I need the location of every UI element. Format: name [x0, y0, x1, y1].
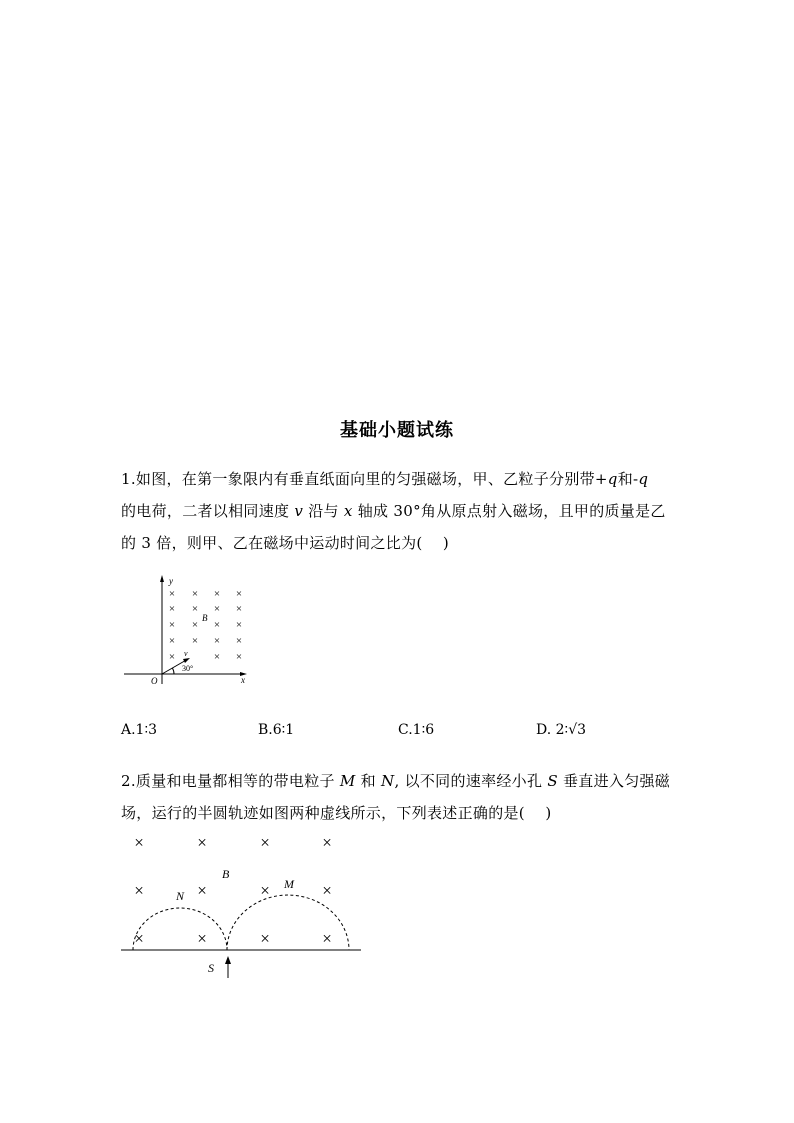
q2-hole-s: S — [547, 772, 558, 790]
q2-figure — [118, 828, 368, 983]
q1-option-a[interactable]: A.1∶3 — [121, 722, 158, 738]
q2-line-1 — [121, 770, 670, 791]
q2-field-cross: × — [322, 833, 332, 852]
q1-field-cross: × — [168, 603, 176, 615]
q1-field-cross: × — [168, 651, 176, 663]
q1-field-cross: × — [213, 588, 221, 600]
q2-line-1-text-d: 垂直进入匀强磁 — [557, 772, 671, 790]
q2-field-cross: × — [322, 881, 332, 900]
q2-field-cross: × — [260, 881, 270, 900]
q2-field-cross: × — [134, 881, 144, 900]
q1-field-cross: × — [168, 619, 176, 631]
q2-line-1-text-c: , 以不同的速率经小孔 — [394, 772, 548, 790]
q1-field-cross: × — [168, 635, 176, 647]
q1-field-cross: × — [213, 603, 221, 615]
q1-line-2 — [121, 500, 666, 521]
q2-particle-n: N — [381, 772, 395, 790]
q2-field-label: B — [222, 867, 230, 881]
q1-field-cross: × — [191, 619, 199, 631]
q1-velocity-symbol: v — [294, 502, 304, 520]
q2-n-label: N — [176, 889, 185, 903]
q2-line-1-text-b: 和 — [355, 772, 381, 790]
q1-angle-label: 30° — [182, 664, 194, 673]
q1-field-cross: × — [235, 619, 243, 631]
q2-m-label: M — [284, 877, 294, 891]
q1-field-cross: × — [191, 635, 199, 647]
q1-option-d-root: √3 — [568, 722, 587, 738]
q1-x-symbol: x — [343, 502, 353, 520]
q2-particle-m: M — [339, 772, 356, 790]
q1-line-2-text-c: 轴成 30°角从原点射入磁场，且甲的质量是乙 — [352, 502, 666, 520]
q1-option-b[interactable]: B.6∶1 — [258, 722, 295, 738]
q2-field-cross: × — [260, 833, 270, 852]
q1-line-3: 的 3 倍，则甲、乙在磁场中运动时间之比为( ) — [121, 534, 450, 552]
q2-trajectory-n — [133, 908, 227, 950]
page-title: 基础小题试练 — [340, 420, 454, 441]
q2-field-cross: × — [197, 929, 207, 948]
q1-line-2-text-a: 的电荷，二者以相同速度 — [121, 502, 295, 520]
q1-field-cross: × — [168, 588, 176, 600]
q1-field-cross: × — [191, 588, 199, 600]
q1-velocity-label: v — [184, 649, 188, 658]
q1-figure — [118, 572, 253, 690]
q1-field-cross: × — [213, 635, 221, 647]
q1-y-label: y — [169, 576, 173, 586]
q1-angle-arc — [172, 668, 174, 674]
q2-line-2: 场，运行的半圆轨迹如图两种虚线所示，下列表述正确的是( ) — [121, 804, 552, 822]
q2-field-cross: × — [134, 833, 144, 852]
q1-origin-label: O — [151, 676, 158, 686]
q1-field-cross: × — [213, 651, 221, 663]
q1-field-label: B — [202, 613, 208, 623]
q2-field-cross: × — [197, 833, 207, 852]
q1-option-d-prefix: D. 2∶ — [536, 722, 569, 738]
q2-field-cross: × — [260, 929, 270, 948]
q1-line-1-text-a: 1.如图，在第一象限内有垂直纸面向里的匀强磁场，甲、乙粒子分别带+ — [121, 470, 608, 488]
q2-field-cross: × — [322, 929, 332, 948]
q1-field-cross: × — [191, 603, 199, 615]
q1-line-1 — [121, 468, 648, 489]
q1-x-label: x — [241, 675, 245, 685]
q1-field-cross: × — [235, 603, 243, 615]
q2-s-label: S — [208, 961, 214, 975]
q1-line-2-text-b: 沿与 — [303, 502, 344, 520]
q1-charge-q-positive: q — [607, 470, 618, 488]
q1-field-cross: × — [213, 619, 221, 631]
q1-field-cross: × — [235, 651, 243, 663]
q2-line-1-text-a: 2.质量和电量都相等的带电粒子 — [121, 772, 340, 790]
q1-field-cross: × — [235, 635, 243, 647]
q1-line-1-text-b: 和- — [617, 470, 639, 488]
q1-charge-q-negative: q — [638, 470, 649, 488]
q2-field-cross: × — [197, 881, 207, 900]
q1-option-c[interactable]: C.1∶6 — [398, 722, 435, 738]
q1-field-cross: × — [235, 588, 243, 600]
q1-option-d[interactable] — [536, 722, 586, 738]
q2-field-cross: × — [134, 929, 144, 948]
